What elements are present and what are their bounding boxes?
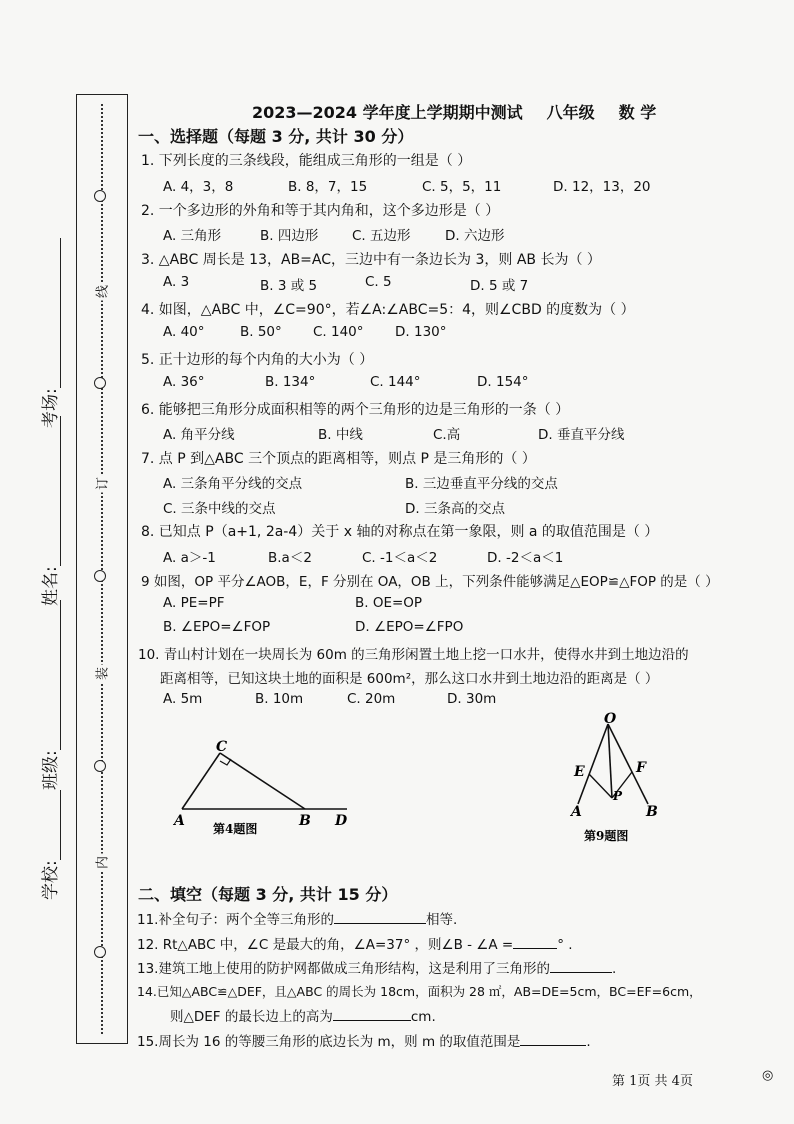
figure-9-angle <box>560 712 670 852</box>
answer-blank-11[interactable] <box>334 909 426 924</box>
line-ac <box>182 753 220 809</box>
binding-char-line: 线 <box>92 283 111 301</box>
section-fill-blank-title: 二、填空（每题 3 分, 共计 15 分） <box>138 885 398 904</box>
q6-option-d: D. 垂直平分线 <box>538 427 625 443</box>
binding-circle <box>94 946 106 958</box>
q4-option-c: C. 140° <box>313 324 364 340</box>
q3-option-a: A. 3 <box>163 274 190 290</box>
q1-option-b: B. 8，7，15 <box>288 179 368 195</box>
question-10: 10. 青山村计划在一块周长为 60m 的三角形闲置土地上挖一口水井，使得水井到土地边沿的 <box>138 647 689 663</box>
q7-option-d: D. 三条高的交点 <box>405 501 505 517</box>
question-13: 13.建筑工地上使用的防护网都做成三角形结构，这是利用了三角形的 . <box>137 957 616 977</box>
question-14-cont: 则△DEF 的最长边上的高为 cm. <box>170 1005 436 1025</box>
question-14: 14.已知△ABC≌△DEF，且△ABC 的周长为 18cm，面积为 28 ㎡，AB=DE=5cm，BC=EF=6cm， <box>137 984 702 999</box>
segment-ep <box>589 774 612 798</box>
class-field: 班级: <box>36 600 61 790</box>
question-1: 1. 下列长度的三条线段，能组成三角形的一组是（ ） <box>141 153 472 169</box>
binding-char-staple: 订 <box>92 475 111 493</box>
q9-option-c: B. ∠EPO=∠FOP <box>163 619 271 635</box>
label-a: A <box>571 804 582 820</box>
label-o: O <box>604 712 617 727</box>
label-a: A <box>174 813 185 829</box>
q1-option-d: D. 12，13，20 <box>553 179 651 195</box>
page-title <box>252 100 680 123</box>
binding-circle <box>94 190 106 202</box>
answer-blank-12[interactable] <box>513 934 557 949</box>
question-10-cont: 距离相等，已知这块土地的面积是 600m²，那么这口水井到土地边沿的距离是（ ） <box>160 671 659 687</box>
question-15: 15.周长为 16 的等腰三角形的底边长为 m，则 m 的取值范围是 . <box>137 1030 591 1050</box>
question-2: 2. 一个多边形的外角和等于其内角和，这个多边形是（ ） <box>141 203 500 219</box>
q7-option-b: B. 三边垂直平分线的交点 <box>405 476 558 492</box>
question-4: 4. 如图，△ABC 中，∠C=90°，若∠A:∠ABC=5：4，则∠CBD 的度数为（ ） <box>141 302 635 318</box>
figure-9-caption: 第9题图 <box>584 829 629 843</box>
question-3: 3. △ABC 周长是 13，AB=AC，三边中有一条边长为 3，则 AB 长为（ ） <box>141 252 601 268</box>
q10-option-b: B. 10m <box>255 691 304 707</box>
q10-option-a: A. 5m <box>163 691 203 707</box>
school-field: 学校: <box>36 790 61 900</box>
q2-option-a: A. 三角形 <box>163 228 222 244</box>
ray-op <box>608 724 612 798</box>
exam-title: 2023—2024 学年度上学期期中测试 <box>252 103 523 122</box>
subject-label: 数 学 <box>618 103 657 122</box>
q4-option-a: A. 40° <box>163 324 205 340</box>
q8-option-a: A. a＞-1 <box>163 550 216 566</box>
binding-dotted-line <box>101 104 103 1034</box>
label-c: C <box>216 739 228 755</box>
answer-blank-15[interactable] <box>520 1031 586 1046</box>
q6-option-a: A. 角平分线 <box>163 427 235 443</box>
q5-option-b: B. 134° <box>265 374 316 390</box>
q3-option-d: D. 5 或 7 <box>470 278 529 294</box>
label-b: B <box>299 813 311 829</box>
figure-4-triangle <box>165 735 355 840</box>
label-f: F <box>636 760 646 776</box>
q6-option-c: C.高 <box>433 427 461 443</box>
section-multiple-choice-title: 一、选择题（每题 3 分, 共计 30 分） <box>138 127 414 146</box>
q9-option-a: A. PE=PF <box>163 595 225 611</box>
question-8: 8. 已知点 P（a+1, 2a-4）关于 x 轴的对称点在第一象限，则 a 的取值范围是（ ） <box>141 524 659 540</box>
q8-option-d: D. -2＜a＜1 <box>487 550 564 566</box>
exam-room-field: 考场: <box>36 238 61 428</box>
question-9: 9 如图，OP 平分∠AOB，E，F 分别在 OA，OB 上，下列条件能够满足△EOP≌△FOP 的是（ ） <box>141 574 719 590</box>
q4-option-b: B. 50° <box>240 324 282 340</box>
question-11: 11.补全句子：两个全等三角形的 相等. <box>137 908 457 928</box>
question-7: 7. 点 P 到△ABC 三个顶点的距离相等，则点 P 是三角形的（ ） <box>141 451 536 467</box>
q9-option-b: B. OE=OP <box>355 595 423 611</box>
q3-option-b: B. 3 或 5 <box>260 278 318 294</box>
binding-char-inside: 内 <box>92 854 111 872</box>
q10-option-c: C. 20m <box>347 691 396 707</box>
label-p: P <box>613 789 623 803</box>
line-cb <box>220 753 305 809</box>
q9-option-d: D. ∠EPO=∠FPO <box>355 619 464 635</box>
label-b: B <box>646 804 658 820</box>
grade-label: 八年级 <box>546 103 595 122</box>
page-number: 第 1页 共 4页 <box>612 1074 693 1089</box>
answer-blank-14[interactable] <box>333 1006 411 1021</box>
q8-option-b: B.a＜2 <box>268 550 312 566</box>
q3-option-c: C. 5 <box>365 274 392 290</box>
question-12: 12. Rt△ABC 中，∠C 是最大的角，∠A=37° ，则∠B - ∠A = ° . <box>137 933 573 953</box>
label-d: D <box>335 813 348 829</box>
q10-option-d: D. 30m <box>447 691 497 707</box>
name-field: 姓名: <box>36 416 61 606</box>
q5-option-a: A. 36° <box>163 374 205 390</box>
corner-mark: ◎ <box>762 1068 774 1083</box>
binding-circle <box>94 760 106 772</box>
q7-option-a: A. 三条角平分线的交点 <box>163 476 303 492</box>
q2-option-d: D. 六边形 <box>445 228 505 244</box>
q4-option-d: D. 130° <box>395 324 447 340</box>
binding-char-bind: 装 <box>92 665 111 683</box>
figure-4-caption: 第4题图 <box>213 822 258 836</box>
answer-blank-13[interactable] <box>550 958 612 973</box>
q1-option-a: A. 4，3，8 <box>163 179 234 195</box>
q5-option-c: C. 144° <box>370 374 421 390</box>
q2-option-b: B. 四边形 <box>260 228 319 244</box>
label-e: E <box>574 764 585 780</box>
q2-option-c: C. 五边形 <box>352 228 411 244</box>
question-5: 5. 正十边形的每个内角的大小为（ ） <box>141 352 374 368</box>
q1-option-c: C. 5，5，11 <box>422 179 502 195</box>
question-6: 6. 能够把三角形分成面积相等的两个三角形的边是三角形的一条（ ） <box>141 402 570 418</box>
q7-option-c: C. 三条中线的交点 <box>163 501 276 517</box>
binding-circle <box>94 570 106 582</box>
q5-option-d: D. 154° <box>477 374 529 390</box>
binding-circle <box>94 377 106 389</box>
q6-option-b: B. 中线 <box>318 427 363 443</box>
q8-option-c: C. -1＜a＜2 <box>362 550 438 566</box>
